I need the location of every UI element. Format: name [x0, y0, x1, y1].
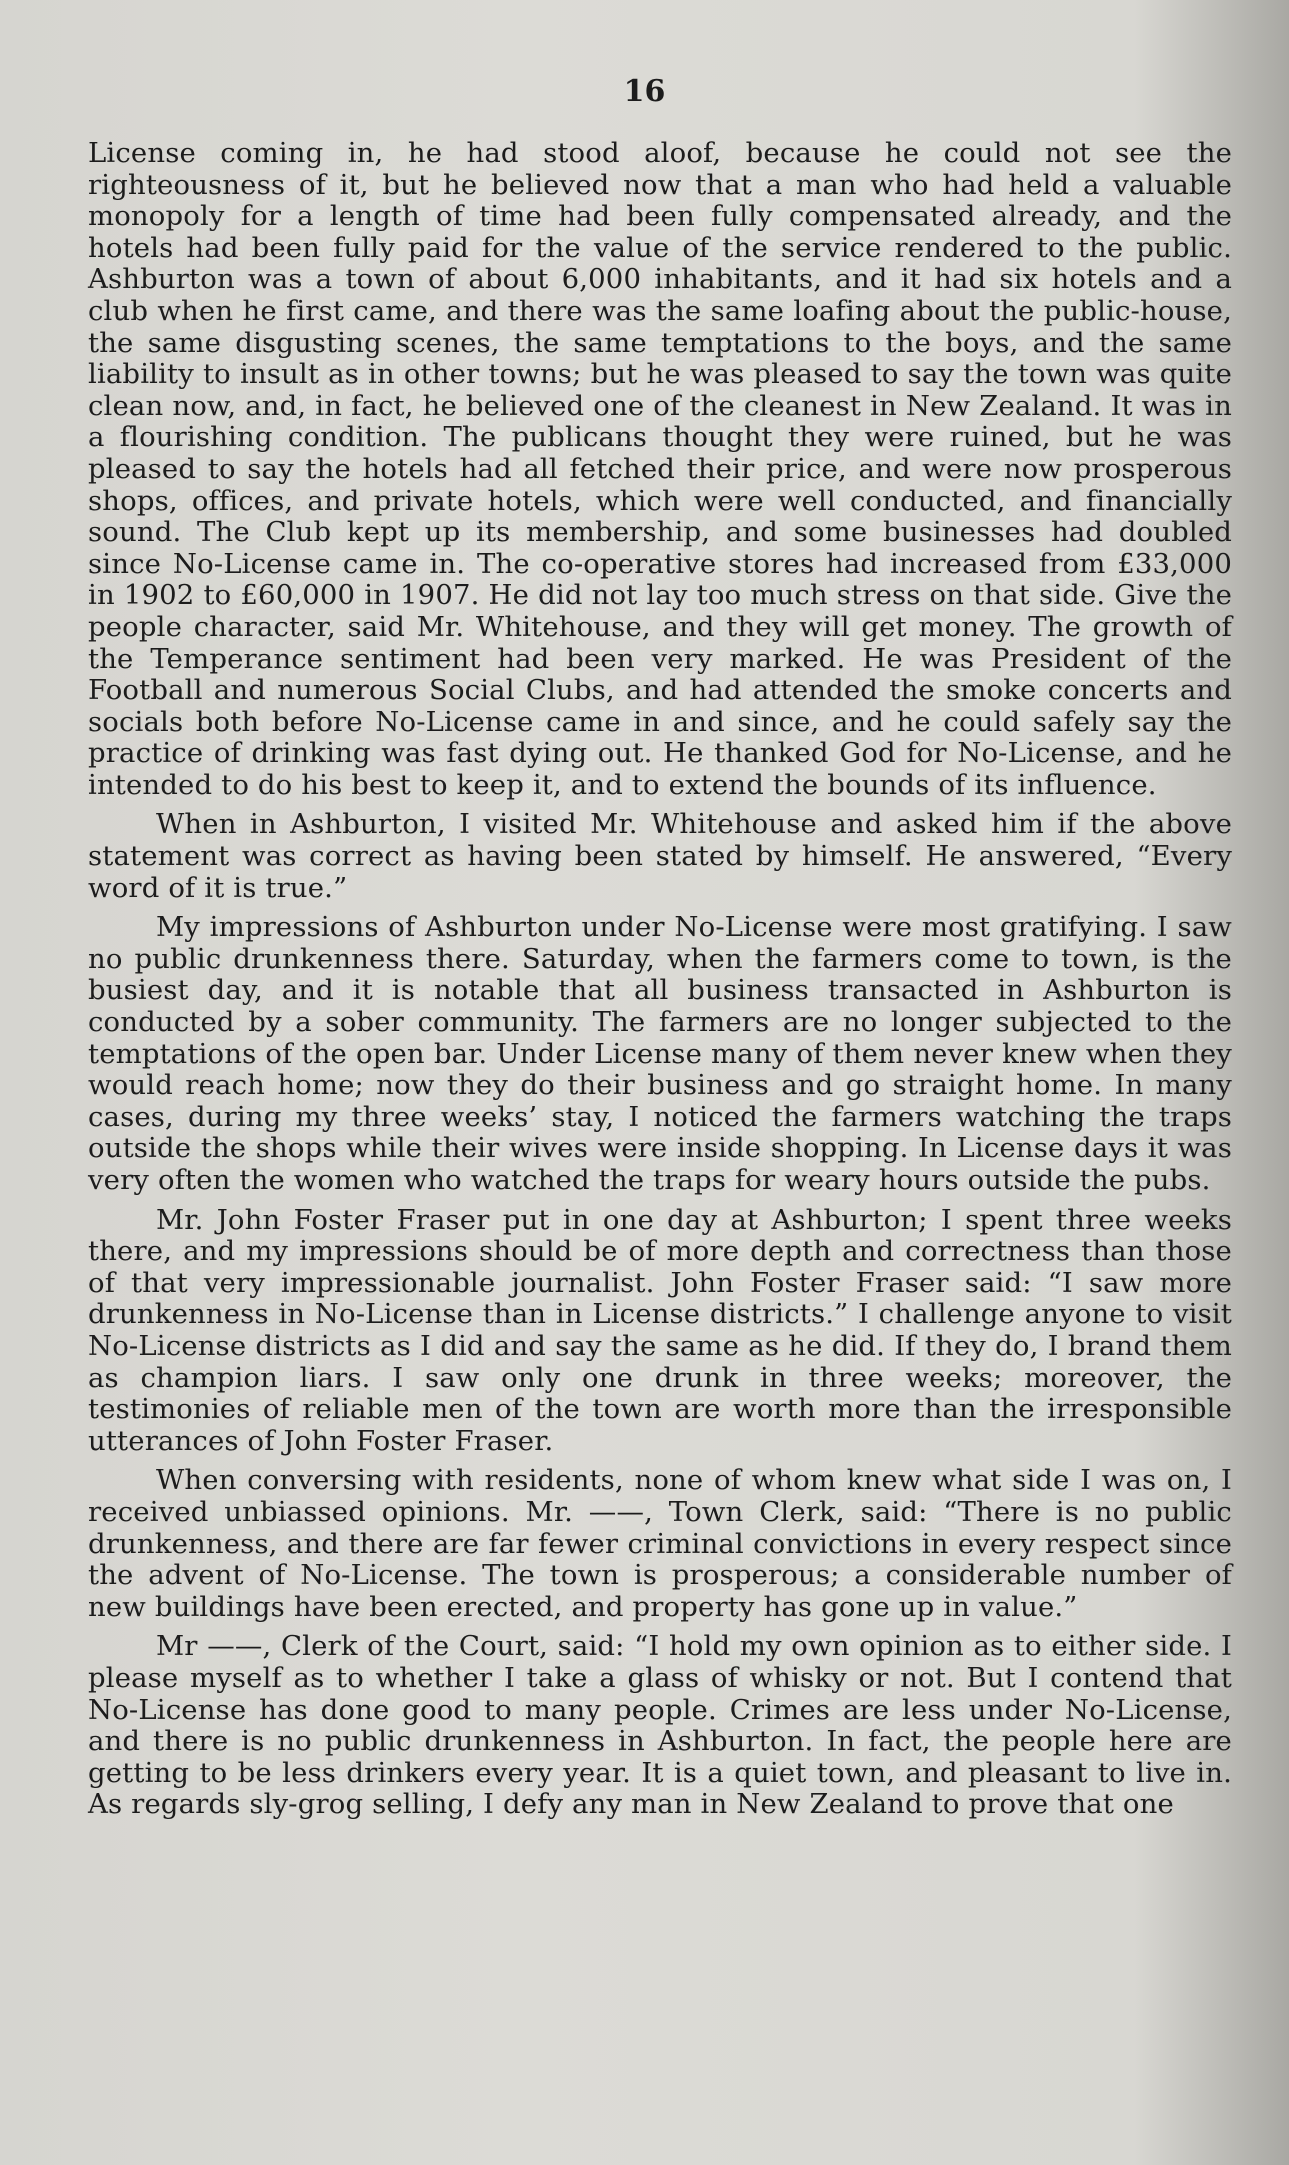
paragraph-visit-confirmation: When in Ashburton, I visited Mr. Whitehouse and asked him if the above statement was correct as having been stated by himself. He answered, “Every word of it is true.” — [88, 808, 1232, 904]
paragraph-foster-fraser: Mr. John Foster Fraser put in one day at Ashburton; I spent three weeks there, and my impressions should be of more depth and correctness than those of that very impressionable journalist. John Foster Fraser said: “I saw more drunkenness in No-License than in License districts.” I challenge anyone to visit No-License districts as I did and say the same as he did. If they do, I brand them as champion liars. I saw only one drunk in three weeks; moreover, the testimonies of reliable men of the town are worth more than the irresponsible utterances of John Foster Fraser. — [88, 1203, 1232, 1457]
paragraph-clerk-of-court: Mr ——, Clerk of the Court, said: “I hold my own opinion as to either side. I please myself as to whether I take a glass of whisky or not. But I contend that No-License has done good to many people. Crimes are less under No-License, and there is no public drunkenness in Ashburton. In fact, the people here are getting to be less drinkers every year. It is a quiet town, and pleasant to live in. As regards sly-grog selling, I defy any man in New Zealand to prove that one — [88, 1630, 1232, 1821]
body-text — [88, 138, 1232, 1821]
paragraph-impressions: My impressions of Ashburton under No-License were most gratifying. I saw no public drunkenness there. Saturday, when the farmers come to town, is the busiest day, and it is notable that all business transacted in Ashburton is conducted by a sober community. The farmers are no longer subjected to the temptations of the open bar. Under License many of them never knew when they would reach home; now they do their business and go straight home. In many cases, during my three weeks’ stay, I noticed the farmers watching the traps outside the shops while their wives were inside shopping. In License days it was very often the women who watched the traps for weary hours outside the pubs. — [88, 911, 1232, 1196]
paragraph-whitehouse-statement: License coming in, he had stood aloof, because he could not see the righteousness of it, but he believed now that a man who had held a valuable monopoly for a length of time had been fully compensated already, and the hotels had been fully paid for the value of the service rendered to the public. Ashburton was a town of about 6,000 inhabitants, and it had six hotels and a club when he first came, and there was the same loafing about the public-house, the same disgusting scenes, the same temptations to the boys, and the same liability to insult as in other towns; but he was pleased to say the town was quite clean now, and, in fact, he believed one of the cleanest in New Zealand. It was in a flourishing condition. The publicans thought they were ruined, but he was pleased to say the hotels had all fetched their price, and were now prosperous shops, offices, and private hotels, which were well conducted, and financially sound. The Club kept up its membership, and some businesses had doubled since No-License came in. The co-operative stores had increased from £33,000 in 1902 to £60,000 in 1907. He did not lay too much stress on that side. Give the people character, said Mr. Whitehouse, and they will get money. The growth of the Temperance sentiment had been very marked. He was President of the Football and numerous Social Clubs, and had attended the smoke concerts and socials both before No-License came in and since, and he could safely say the practice of drinking was fast dying out. He thanked God for No-License, and he intended to do his best to keep it, and to extend the bounds of its influence. — [88, 137, 1232, 801]
paragraph-town-clerk: When conversing with residents, none of whom knew what side I was on, I received unbiassed opinions. Mr. ——, Town Clerk, said: “There is no public drunkenness, and there are far fewer criminal convictions in every respect since the advent of No-License. The town is prosperous; a considerable number of new buildings have been erected, and property has gone up in value.” — [88, 1464, 1232, 1623]
page-number: 16 — [623, 74, 666, 109]
